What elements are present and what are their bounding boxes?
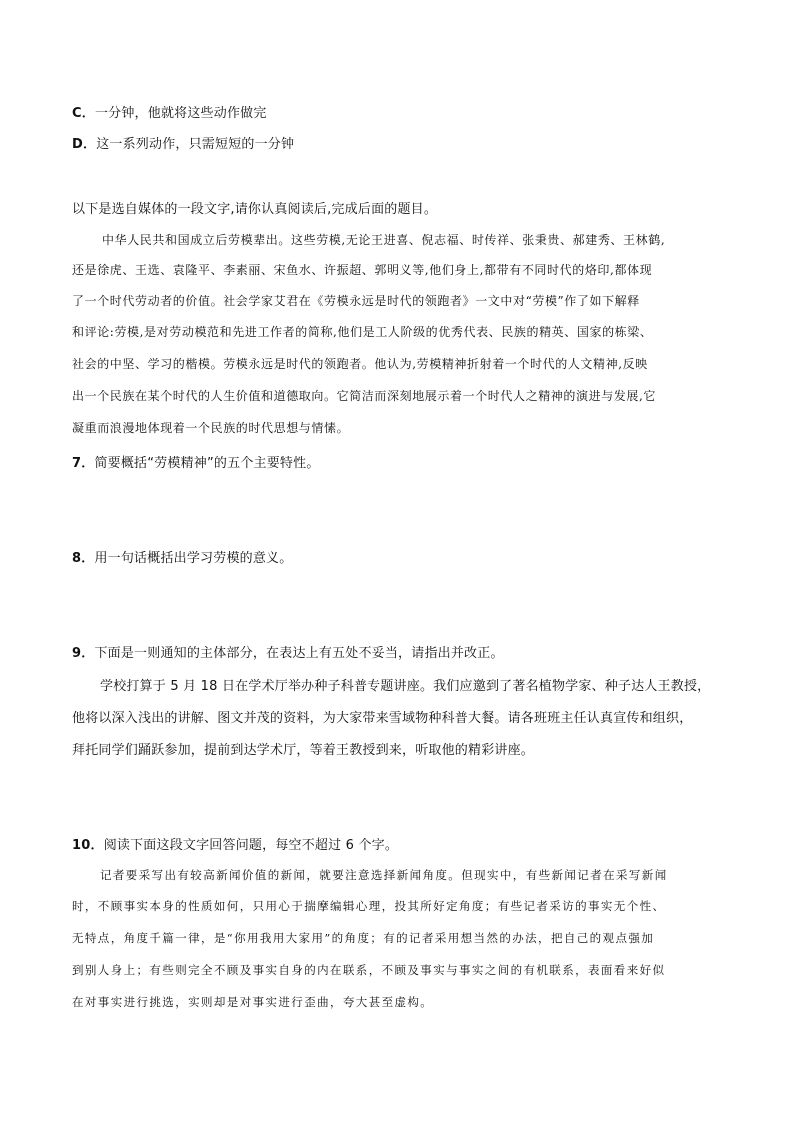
- reading-line: 记者要采写出有较高新闻价值的新闻，就要注意选择新闻角度。但现实中，有些新闻记者在采写新闻: [100, 868, 668, 882]
- option-letter: C．: [72, 106, 95, 121]
- passage-line: 还是徐虎、王选、袁隆平、李素丽、宋鱼水、许振超、郭明义等,他们身上,都带有不同时代的烙印,都体现: [72, 263, 653, 277]
- reading-line: 到别人身上；有些则完全不顾及事实自身的内在联系，不顾及事实与事实之间的有机联系，表面看来好似: [72, 963, 666, 977]
- notice-line: 学校打算于 5 月 18 日在学术厅举办种子科普专题讲座。我们应邀到了著名植物学家、种子达人王教授，: [100, 679, 711, 694]
- option-d: [72, 133, 294, 152]
- option-letter: D．: [72, 137, 97, 152]
- passage-line: 社会的中坚、学习的楷模。劳模永远是时代的领跑者。他认为,劳模精神折射着一个时代的人文精神,反映: [72, 357, 648, 371]
- question-text: 简要概括“劳模精神”的五个主要特性。: [94, 456, 320, 471]
- question-7: [72, 452, 320, 471]
- question-number: 7．: [72, 456, 95, 471]
- question-number: 9．: [72, 646, 95, 661]
- notice-line: 他将以深入浅出的讲解、图文并茂的资料，为大家带来雪域物种科普大餐。请各班班主任认真宣传和组织，: [72, 711, 693, 726]
- question-text: 下面是一则通知的主体部分，在表达上有五处不妥当，请指出并改正。: [94, 646, 504, 661]
- reading-line: 时，不顾事实本身的性质如何，只用心于揣摩编辑心理，投其所好定角度；有些记者采访的事实无个性、: [72, 899, 666, 913]
- passage-line: 出一个民族在某个时代的人生价值和道德取向。它简洁而深刻地展示着一个时代人之精神的演进与发展,它: [72, 389, 657, 403]
- reading-line: 无特点，角度千篇一律，是“你用我用大家用”的角度；有的记者采用想当然的办法，把自己的观点强加: [72, 931, 655, 945]
- notice-line: 拜托同学们踊跃参加，提前到达学术厅，等着王教授到来，听取他的精彩讲座。: [72, 743, 535, 758]
- option-text: 这一系列动作，只需短短的一分钟: [96, 137, 295, 152]
- question-text: 阅读下面这段文字回答问题，每空不超过 6 个字。: [103, 838, 399, 853]
- question-8: [72, 547, 292, 566]
- passage-line: 和评论:劳模,是对劳动模范和先进工作者的简称,他们是工人阶级的优秀代表、民族的精英、国家的栋梁、: [72, 325, 653, 339]
- option-text: 一分钟，他就将这些动作做完: [94, 106, 267, 121]
- question-10: [72, 834, 398, 853]
- reading-line: 在对事实进行挑选，实则却是对事实进行歪曲，夸大甚至虚构。: [72, 995, 434, 1009]
- question-9: [72, 642, 504, 661]
- question-text: 用一句话概括出学习劳模的意义。: [94, 551, 293, 566]
- question-number: 8．: [72, 551, 95, 566]
- question-number: 10．: [72, 838, 104, 853]
- passage-line: 凝重而浪漫地体现着一个民族的时代思想与情愫。: [72, 421, 350, 435]
- option-c: [72, 102, 267, 121]
- passage-line: 了一个时代劳动者的价值。社会学家艾君在《劳模永远是时代的领跑者》一文中对“劳模”作了如下解释: [72, 294, 640, 308]
- passage-intro: 以下是选自媒体的一段文字,请你认真阅读后,完成后面的题目。: [72, 202, 438, 217]
- passage-line: 中华人民共和国成立后劳模辈出。这些劳模,无论王进喜、倪志福、时传祥、张秉贵、郝建秀、王林鹤,: [102, 233, 666, 247]
